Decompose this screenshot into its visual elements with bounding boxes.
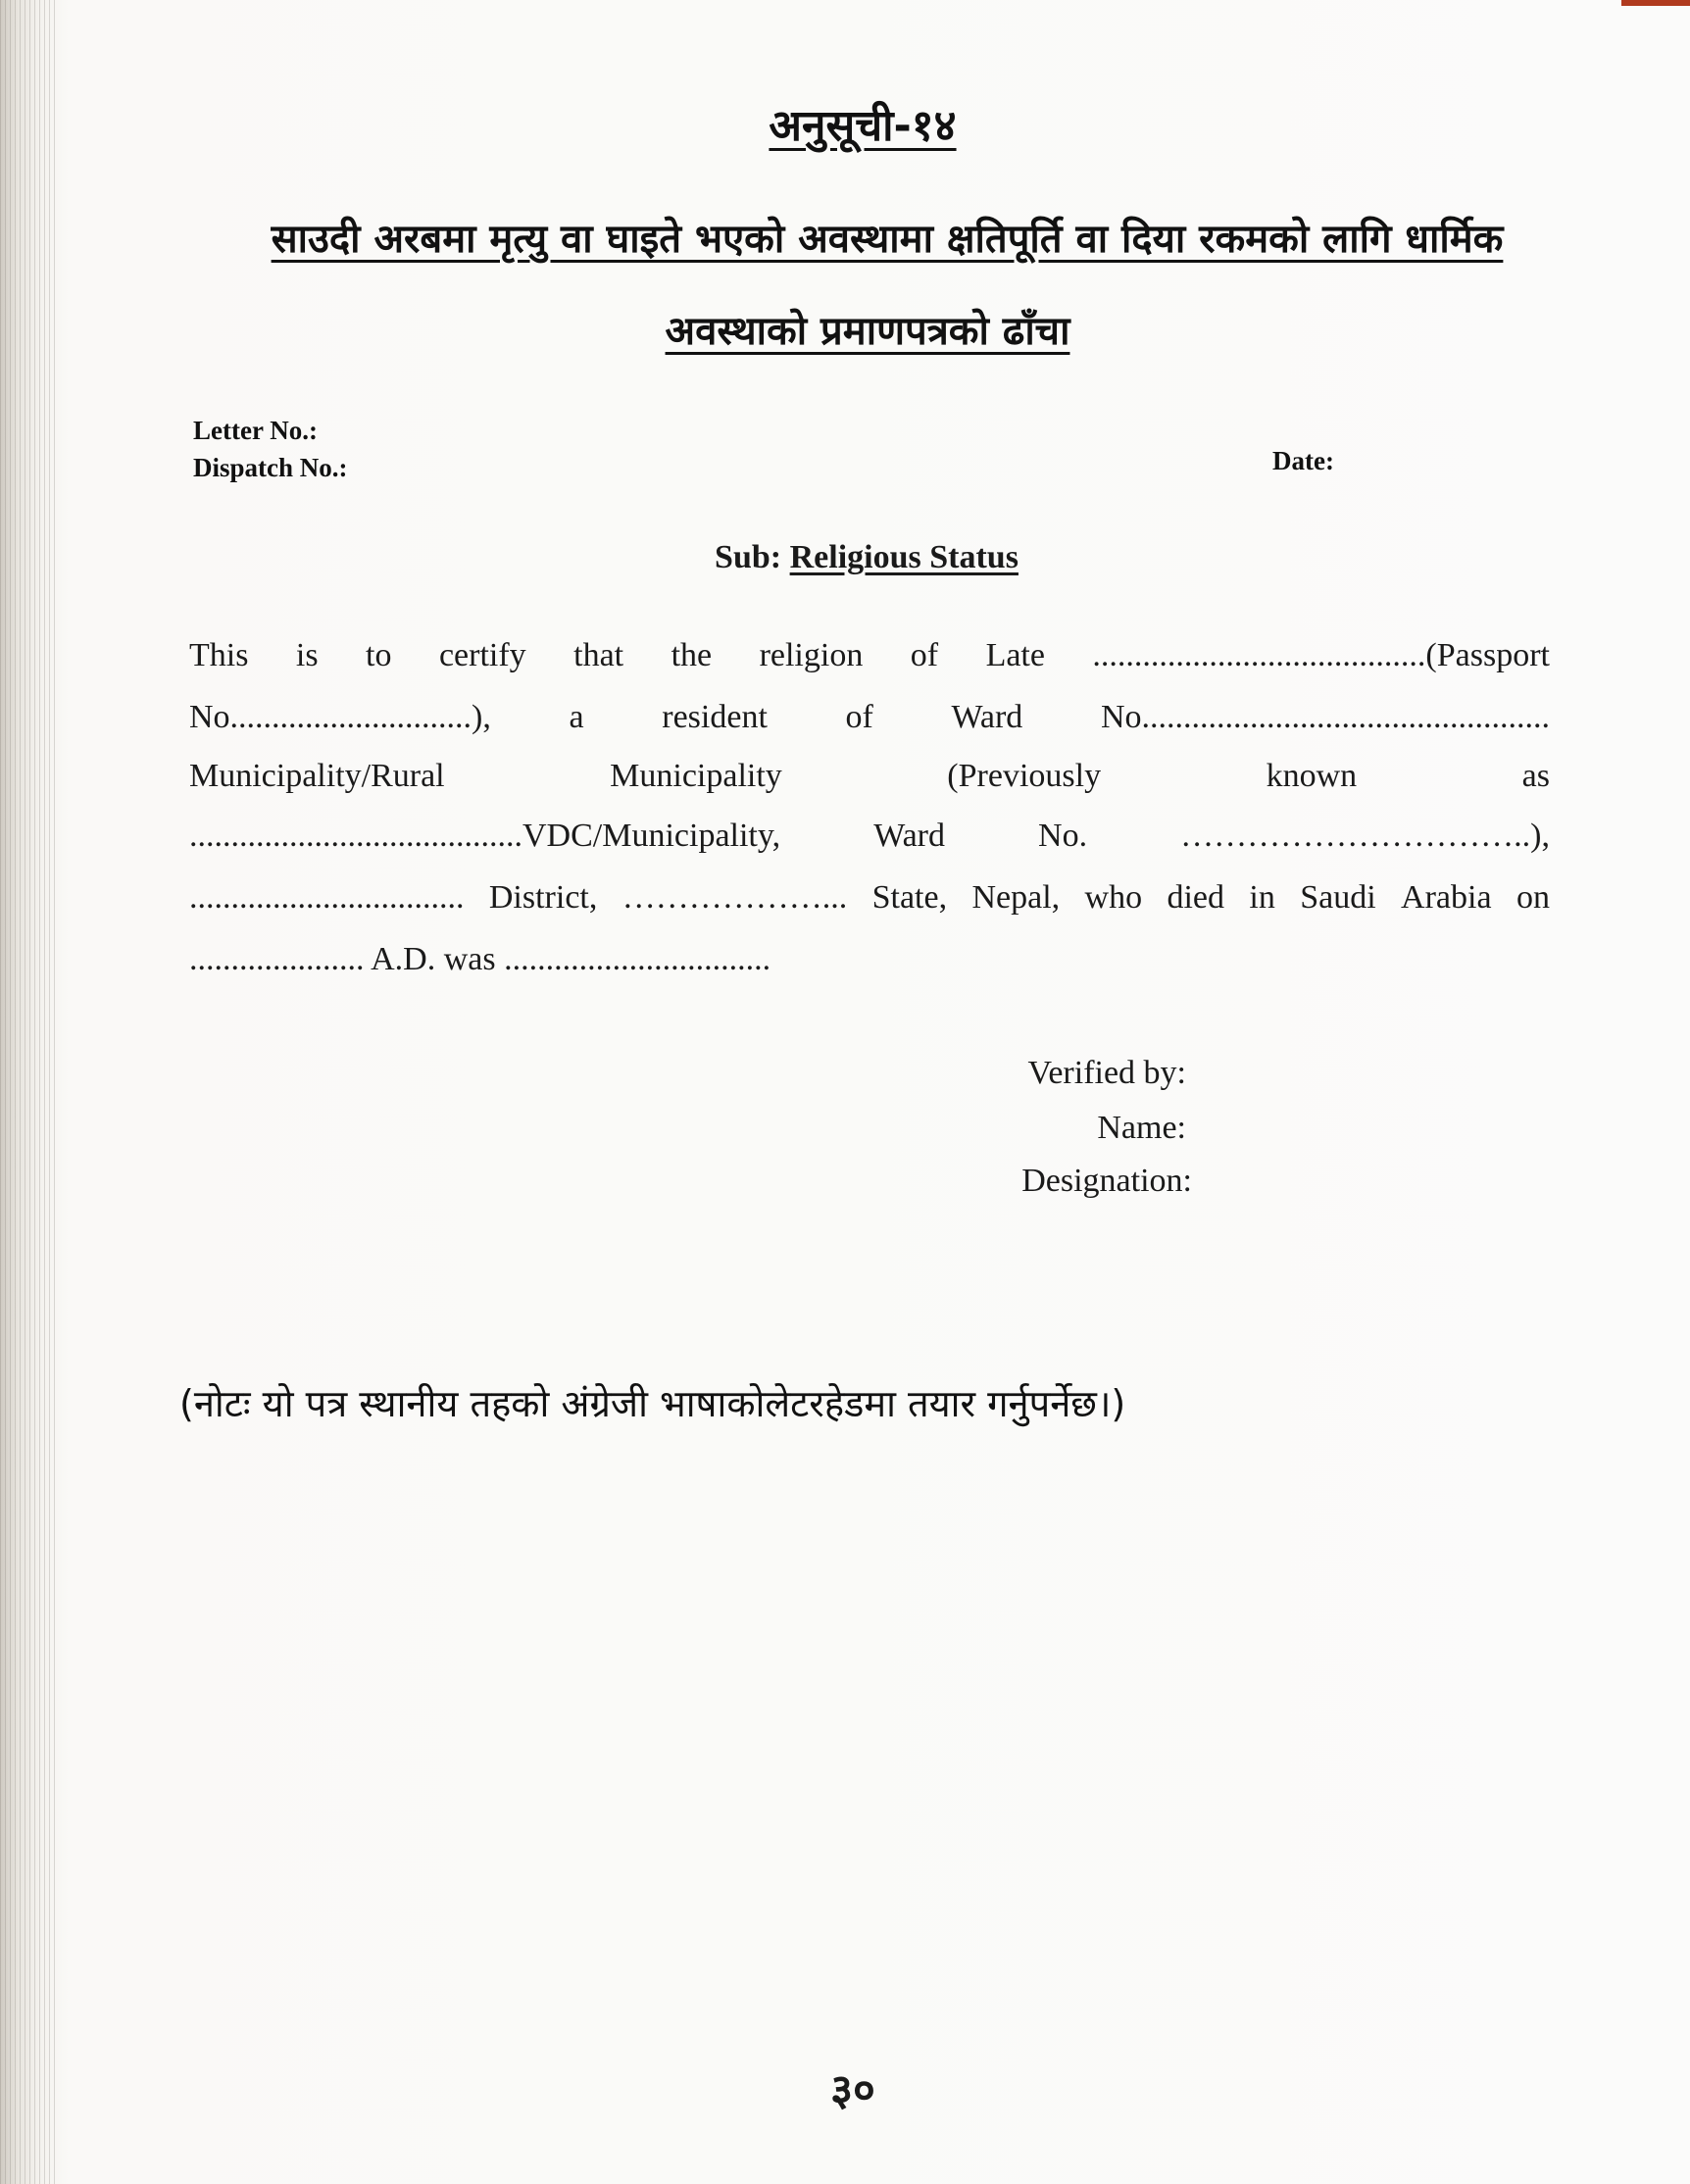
note-text: (नोटः यो पत्र स्थानीय तहको अंग्रेजी भाषाकोलेटरहेडमा तयार गर्नुपर्नेछ।) <box>179 1382 1126 1425</box>
body-word: on <box>1516 879 1550 916</box>
body-word: of <box>910 637 939 673</box>
body-word: District, <box>488 879 598 916</box>
body-word: who <box>1084 879 1143 916</box>
body-word: Nepal, <box>971 879 1061 916</box>
schedule-title: अनुसूची-१४ <box>769 101 957 151</box>
body-word: Municipality <box>610 758 782 794</box>
subject-line <box>22 539 1690 576</box>
body-word: (Previously <box>947 758 1102 794</box>
body-word: Late <box>985 637 1045 673</box>
body-word: No.............................), <box>189 699 491 735</box>
body-line-6: ..................... A.D. was ................................ <box>189 941 771 977</box>
body-word: that <box>573 637 624 673</box>
body-word: Municipality/Rural <box>189 758 445 794</box>
body-line-3 <box>189 758 1550 795</box>
body-word: ........................................VDC/Municipality, <box>189 818 781 854</box>
dispatch-no-label: Dispatch No.: <box>193 453 348 482</box>
body-word: is <box>295 637 319 673</box>
body-word: ………………... <box>621 879 848 916</box>
body-word: to <box>366 637 392 673</box>
body-word: in <box>1249 879 1275 916</box>
body-word: ........................................(Passport <box>1092 637 1550 673</box>
body-line-2 <box>189 699 1550 736</box>
form-title-line-1: साउदी अरबमा मृत्यु वा घाइते भएको अवस्थामा क्षतिपूर्ति वा दिया रकमको लागि धार्मिक <box>271 217 1504 262</box>
page-number: ३० <box>830 2065 875 2115</box>
body-word: the <box>671 637 713 673</box>
body-word: Arabia <box>1401 879 1492 916</box>
body-word: resident <box>662 699 768 735</box>
body-word: religion <box>759 637 864 673</box>
letter-no-label: Letter No.: <box>193 416 318 445</box>
body-line-1 <box>189 637 1550 674</box>
body-line-4 <box>189 818 1550 855</box>
body-line-5 <box>189 879 1550 917</box>
form-title-line-2: अवस्थाको प्रमाणपत्रको ढाँचा <box>665 309 1070 354</box>
subject-value: Religious Status <box>789 539 1019 575</box>
body-word: State, <box>871 879 948 916</box>
body-word: as <box>1521 758 1550 794</box>
body-word: a <box>569 699 584 735</box>
date-label: Date: <box>1272 446 1334 475</box>
body-word: died <box>1167 879 1225 916</box>
body-word: Ward <box>873 818 945 854</box>
corner-mark <box>1621 0 1690 6</box>
designation-label: Designation: <box>1021 1163 1192 1199</box>
body-word: ................................. <box>189 879 465 916</box>
verified-by-label: Verified by: <box>1027 1055 1186 1091</box>
body-word: No................................................. <box>1100 699 1550 735</box>
body-word: …………………………..), <box>1180 818 1550 854</box>
body-word: No. <box>1038 818 1088 854</box>
body-word: known <box>1266 758 1358 794</box>
body-word: Saudi <box>1300 879 1376 916</box>
name-label: Name: <box>1097 1110 1186 1146</box>
page-edges <box>0 0 59 2184</box>
body-word: of <box>845 699 873 735</box>
body-word: Ward <box>951 699 1023 735</box>
subject-label: Sub: <box>715 539 782 575</box>
body-word: certify <box>438 637 526 673</box>
body-word: This <box>189 637 249 673</box>
